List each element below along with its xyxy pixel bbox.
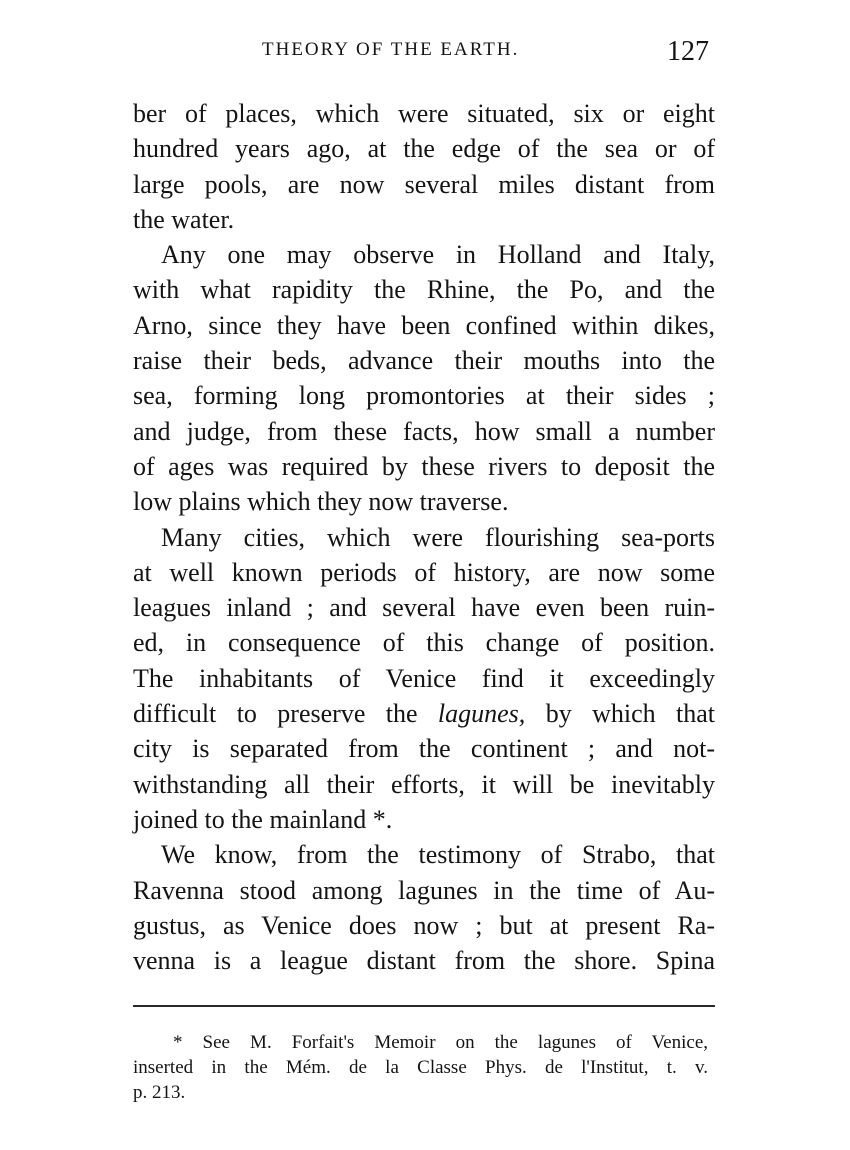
italic-term: lagunes, — [437, 699, 526, 729]
text-line: low plains which they now traverse. — [133, 487, 509, 517]
text-line: leagues inland ; and several have even been ruin- — [133, 593, 715, 623]
text-fragment: by which that — [545, 699, 716, 729]
page-number: 127 — [667, 36, 709, 67]
footnote-line: * See M. Forfait's Memoir on the lagunes of Venice, — [173, 1032, 708, 1053]
footnote-line: inserted in the Mém. de la Classe Phys. de l'Institut, t. v. — [133, 1057, 708, 1078]
text-line: gustus, as Venice does now ; but at present Ra- — [133, 910, 715, 940]
text-line: Many cities, which were flourishing sea-ports — [161, 522, 715, 552]
text-line: Arno, since they have been confined within dikes, — [133, 310, 715, 340]
text-line: We know, from the testimony of Strabo, that — [161, 840, 715, 870]
text-line: and judge, from these facts, how small a number — [133, 416, 715, 446]
text-line: Ravenna stood among lagunes in the time of Au- — [133, 875, 715, 905]
running-head: THEORY OF THE EARTH. — [262, 39, 520, 60]
footnote-line: p. 213. — [133, 1082, 186, 1103]
text-line: Any one may observe in Holland and Italy, — [161, 240, 715, 270]
text-line: joined to the mainland *. — [133, 804, 393, 834]
text-line: venna is a league distant from the shore. Spina — [133, 946, 715, 976]
body-text — [133, 96, 715, 978]
text-line-with-italic — [133, 696, 715, 731]
text-line: with what rapidity the Rhine, the Po, and the — [133, 275, 715, 305]
text-line: ber of places, which were situated, six or eight — [133, 99, 715, 128]
text-line: the water. — [133, 204, 235, 234]
text-line: hundred years ago, at the edge of the sea or of — [133, 134, 715, 164]
text-line: ed, in consequence of this change of position. — [133, 628, 715, 658]
text-fragment: difficult — [133, 699, 217, 729]
text-line: The inhabitants of Venice find it exceedingly — [133, 663, 715, 693]
text-line: city is separated from the continent ; and not- — [133, 734, 715, 764]
text-line: at well known periods of history, are now some — [133, 557, 715, 587]
text-line: raise their beds, advance their mouths into the — [133, 346, 715, 376]
footnote-divider — [133, 1005, 715, 1007]
text-line: of ages was required by these rivers to deposit the — [133, 451, 715, 481]
text-line: sea, forming long promontories at their sides ; — [133, 381, 715, 411]
footnote — [133, 1030, 708, 1105]
text-line: withstanding all their efforts, it will be inevitably — [133, 769, 715, 799]
text-fragment: to preserve the — [236, 699, 418, 729]
text-line: large pools, are now several miles distant from — [133, 169, 715, 199]
